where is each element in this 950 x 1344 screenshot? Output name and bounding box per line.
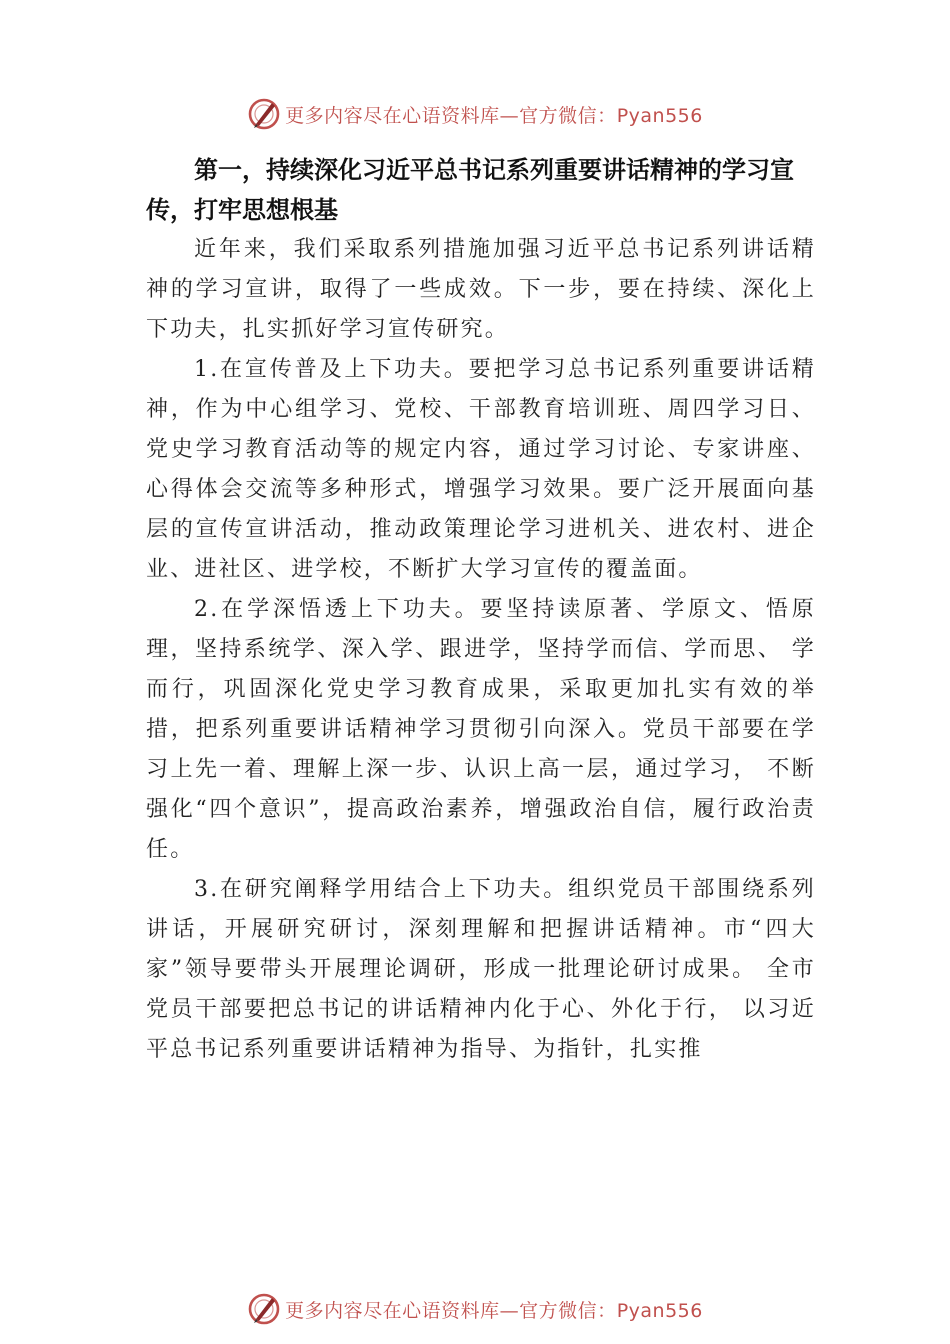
watermark-text (285, 101, 703, 128)
watermark-separator: — (499, 1299, 520, 1322)
watermark-label: 官方微信： (519, 1299, 617, 1322)
watermark-library-name: 更多内容尽在心语资料库 (285, 104, 500, 127)
watermark-wechat-id: Pyan556 (616, 1299, 703, 1322)
section-heading: 第一，持续深化习近平总书记系列重要讲话精神的学习宣传，打牢思想根基 (146, 156, 794, 224)
document-body (146, 150, 816, 1070)
watermark-text (285, 1296, 703, 1323)
pen-circle-logo-icon (247, 1292, 281, 1326)
footer-watermark (0, 1289, 950, 1329)
watermark-wechat-id: Pyan556 (616, 104, 703, 127)
pen-circle-logo-icon (247, 97, 281, 131)
header-watermark (0, 94, 950, 134)
paragraph-item-3: 3.在研究阐释学用结合上下功夫。组织党员干部围绕系列讲话，开展研究研讨，深刻理解和把握讲话精神。市“四大家”领导要带头开展理论调研，形成一批理论研讨成果。 全市党员干部要把总书记的讲话精神内化于心、外化于行， 以习近平总书记系列重要讲话精神为指导、为指针，扎实推 (146, 877, 816, 1062)
paragraph-item-2: 2.在学深悟透上下功夫。要坚持读原著、学原文、悟原理，坚持系统学、深入学、跟进学，坚持学而信、学而思、 学而行，巩固深化党史学习教育成果，采取更加扎实有效的举措，把系列重要讲话精神学习贯彻引向深入。党员干部要在学习上先一着、理解上深一步、认识上高一层，通过学习， 不断强化“四个意识”，提高政治素养，增强政治自信，履行政治责任。 (146, 597, 816, 862)
watermark-label: 官方微信： (519, 104, 617, 127)
paragraph-intro: 近年来，我们采取系列措施加强习近平总书记系列讲话精神的学习宣讲，取得了一些成效。下一步，要在持续、深化上下功夫，扎实抓好学习宣传研究。 (146, 237, 816, 342)
watermark-library-name: 更多内容尽在心语资料库 (285, 1299, 500, 1322)
watermark-separator: — (499, 104, 520, 127)
paragraph-item-1: 1.在宣传普及上下功夫。要把学习总书记系列重要讲话精神，作为中心组学习、党校、干部教育培训班、周四学习日、党史学习教育活动等的规定内容，通过学习讨论、专家讲座、心得体会交流等多种形式，增强学习效果。要广泛开展面向基层的宣传宣讲活动，推动政策理论学习进机关、进农村、进企业、进社区、进学校，不断扩大学习宣传的覆盖面。 (146, 357, 816, 582)
